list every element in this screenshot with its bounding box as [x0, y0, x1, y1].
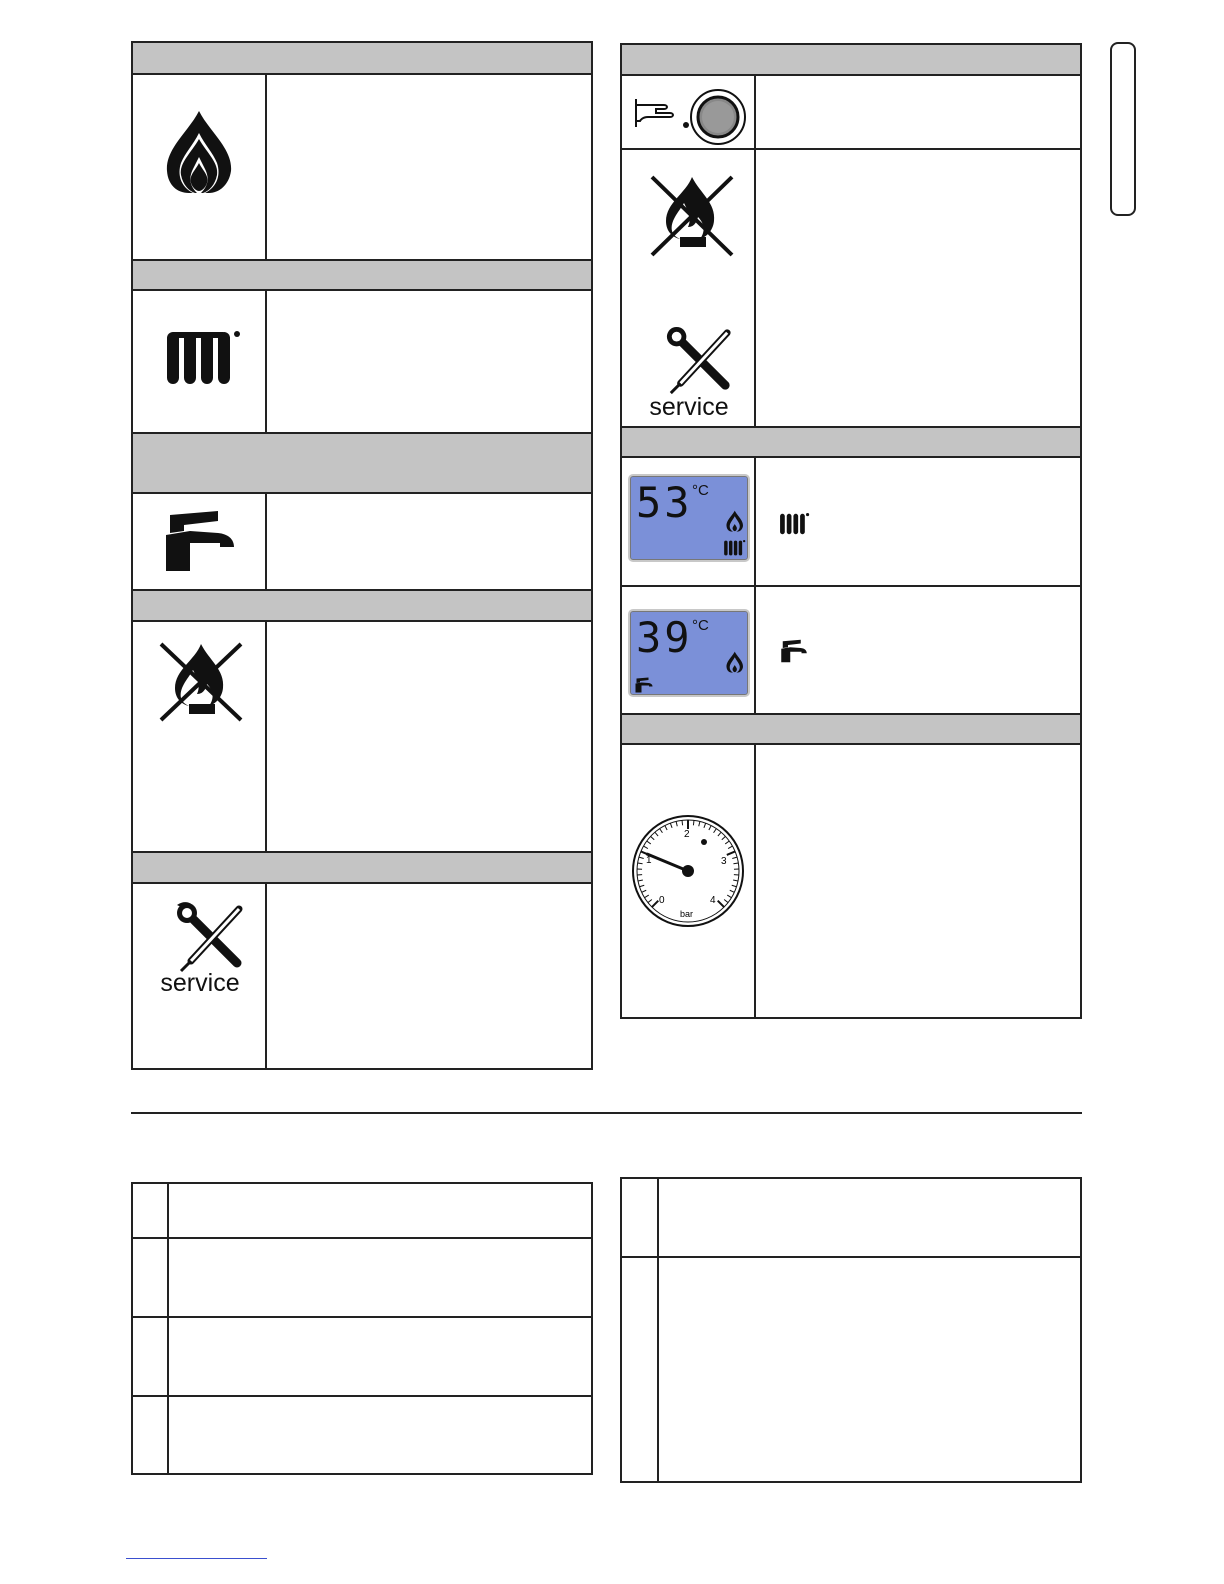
section-header-reset [622, 45, 1080, 76]
lcd-temperature-value: 39 [636, 613, 693, 662]
gauge-tick-label: 3 [721, 856, 727, 867]
section-header-tap [133, 432, 591, 494]
gauge-tick-label: 1 [646, 855, 652, 866]
section-header-flame [133, 43, 591, 75]
radiator-icon [724, 540, 746, 556]
gauge-tick [693, 820, 694, 825]
no-flame-icon [157, 640, 245, 722]
reset-button-icon [634, 87, 748, 147]
service-tools-icon [662, 325, 736, 395]
flame-icon [165, 109, 235, 194]
service-label: service [160, 969, 240, 997]
tap-icon [164, 509, 236, 573]
service-tools-icon [173, 901, 247, 973]
tap-icon [780, 639, 808, 663]
section-header-service [133, 851, 591, 884]
lcd-temperature-unit: °C [692, 482, 709, 499]
gauge-unit-label: bar [680, 909, 694, 919]
section-header-display [622, 426, 1080, 458]
tap-icon [634, 677, 654, 693]
section-header-no-flame [133, 589, 591, 622]
lcd-temperature-unit: °C [692, 617, 709, 634]
gauge-tick-label: 0 [659, 895, 665, 906]
footer-link-underline [126, 1558, 267, 1559]
service-label: service [649, 393, 729, 421]
no-flame-icon [648, 173, 736, 257]
radiator-icon [780, 513, 810, 535]
section-header-pressure [622, 713, 1080, 745]
right-icon-table [620, 43, 1082, 1019]
gauge-tick-label: 2 [684, 829, 690, 840]
bottom-right-table [620, 1177, 1082, 1483]
gauge-tick [682, 820, 683, 825]
bottom-left-table [131, 1182, 593, 1475]
section-header-radiator [133, 259, 591, 291]
side-tab-marker [1110, 42, 1136, 216]
gauge-tick-label: 4 [710, 895, 716, 906]
section-divider [131, 1112, 1082, 1114]
lcd-temperature-value: 53 [636, 478, 693, 527]
radiator-icon [167, 330, 243, 386]
left-icon-table [131, 41, 593, 1070]
pressure-gauge-icon [630, 813, 746, 929]
flame-icon [726, 651, 744, 673]
flame-icon [726, 510, 744, 532]
lcd-display-heating [628, 474, 750, 562]
lcd-display-hot-water [628, 609, 750, 697]
